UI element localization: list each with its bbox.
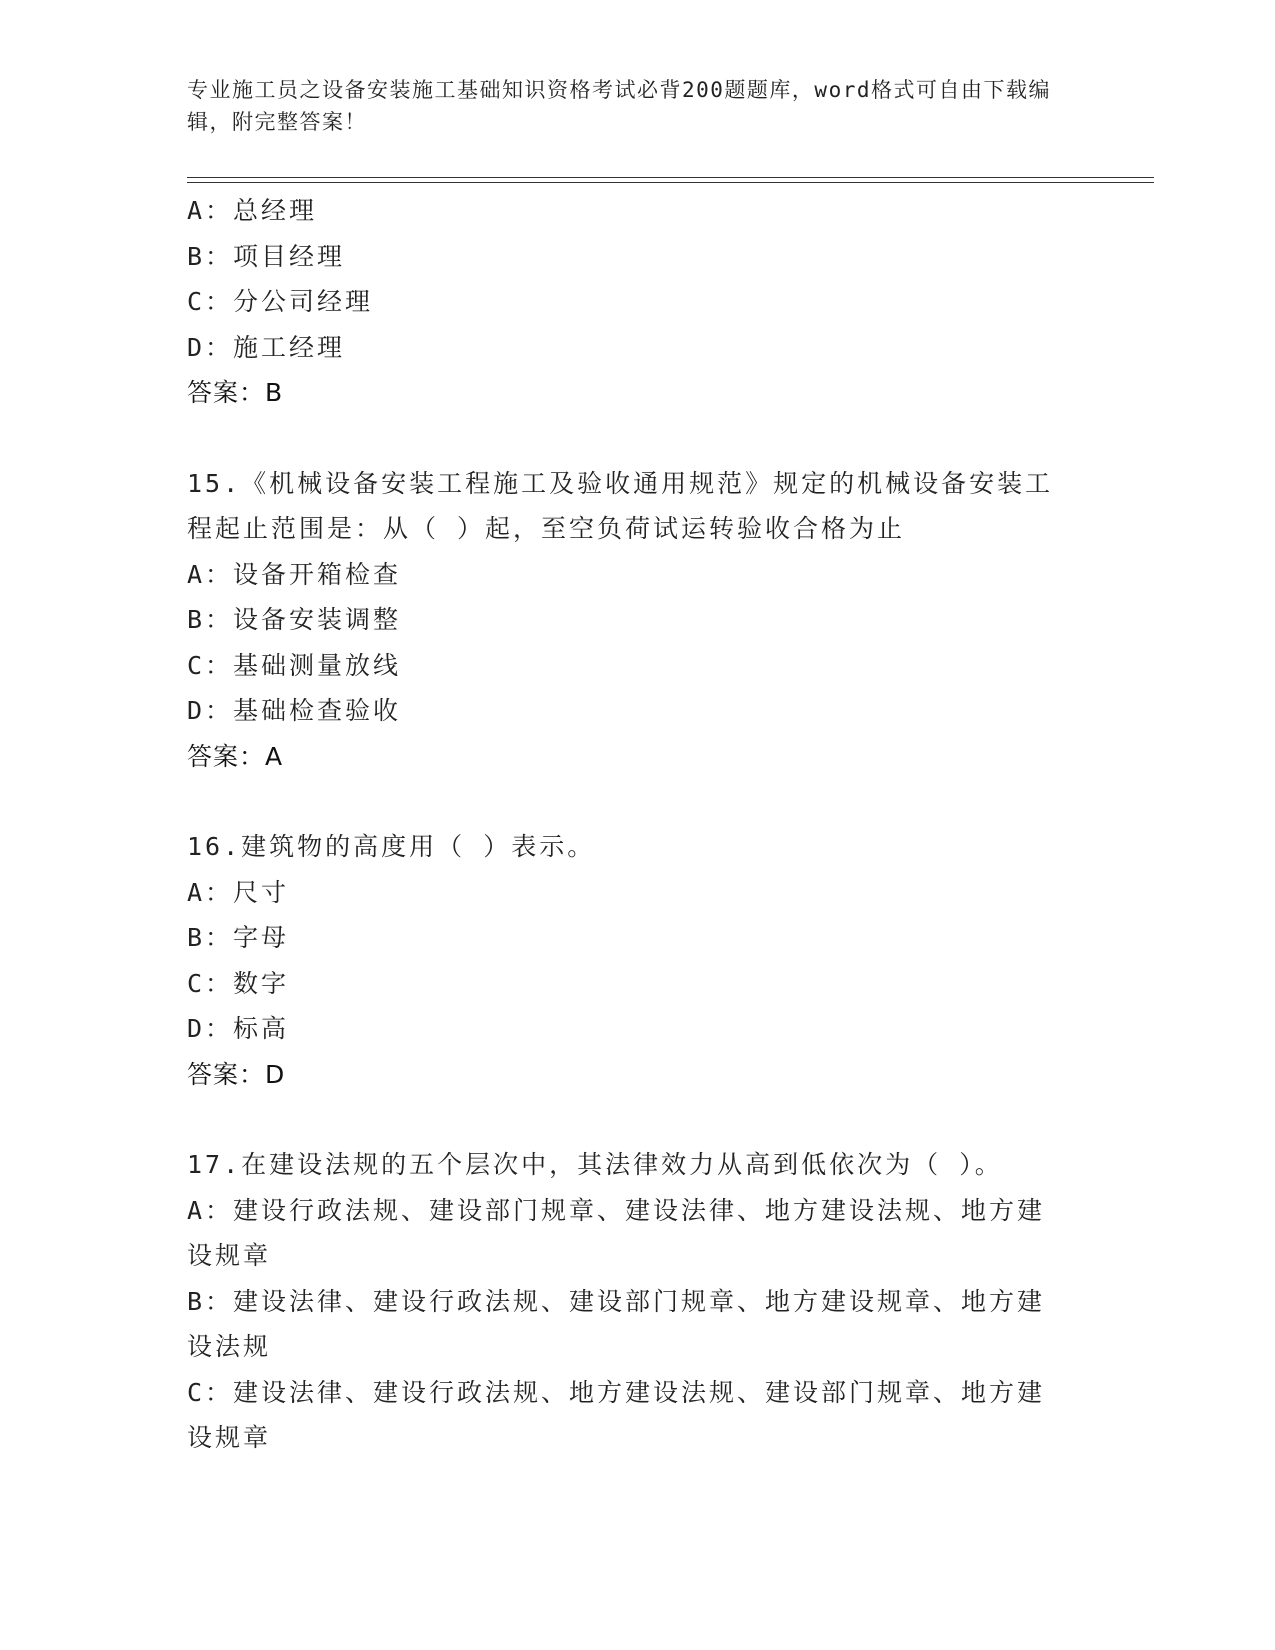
option-d: D：施工经理 [187, 332, 346, 362]
question-list [187, 188, 1087, 1461]
question-stem-continued: 程起止范围是：从（ ）起，至空负荷试运转验收合格为止 [187, 514, 906, 543]
question-stem: 17.在建设法规的五个层次中，其法律效力从高到低依次为（ ）。 [187, 1150, 1003, 1179]
option-d: D：基础检查验收 [187, 696, 402, 725]
option-a: A：总经理 [187, 196, 318, 225]
header-divider-second [187, 182, 1154, 183]
document-header: 专业施工员之设备安装施工基础知识资格考试必背200题题库，word格式可自由下载编辑，附完整答案！ [187, 78, 1051, 134]
spacer [187, 779, 1087, 824]
option-a-continued: 设规章 [187, 1241, 272, 1270]
option-c: C：基础测量放线 [187, 650, 402, 680]
option-c: C：数字 [187, 968, 290, 998]
option-b: B：字母 [187, 923, 290, 952]
option-b: B：设备安装调整 [187, 605, 402, 634]
question-stem: 15.《机械设备安装工程施工及验收通用规范》规定的机械设备安装工 [187, 468, 1054, 498]
option-a: A：设备开箱检查 [187, 559, 402, 589]
option-b: B：建设法律、建设行政法规、建设部门规章、地方建设规章、地方建 [187, 1286, 1046, 1316]
option-c: C：建设法律、建设行政法规、地方建设法规、建设部门规章、地方建 [187, 1377, 1046, 1407]
option-a: A：尺寸 [187, 877, 290, 907]
option-d: D：标高 [187, 1014, 290, 1043]
question-stem: 16.建筑物的高度用（ ）表示。 [187, 832, 596, 861]
header-divider [187, 177, 1154, 178]
option-c: C：分公司经理 [187, 287, 374, 316]
spacer [187, 416, 1087, 461]
question-16 [187, 824, 1087, 1097]
spacer [187, 1097, 1087, 1142]
option-c-continued: 设规章 [187, 1423, 272, 1452]
question-14 [187, 188, 1087, 416]
question-17 [187, 1142, 1087, 1461]
question-15 [187, 461, 1087, 780]
option-b-continued: 设法规 [187, 1332, 272, 1361]
option-b: B：项目经理 [187, 241, 346, 271]
answer-key: 答案：B [187, 378, 284, 407]
answer-key: 答案：A [187, 741, 284, 771]
answer-key: 答案：D [187, 1059, 286, 1089]
option-a: A：建设行政法规、建设部门规章、建设法律、地方建设法规、地方建 [187, 1195, 1046, 1225]
